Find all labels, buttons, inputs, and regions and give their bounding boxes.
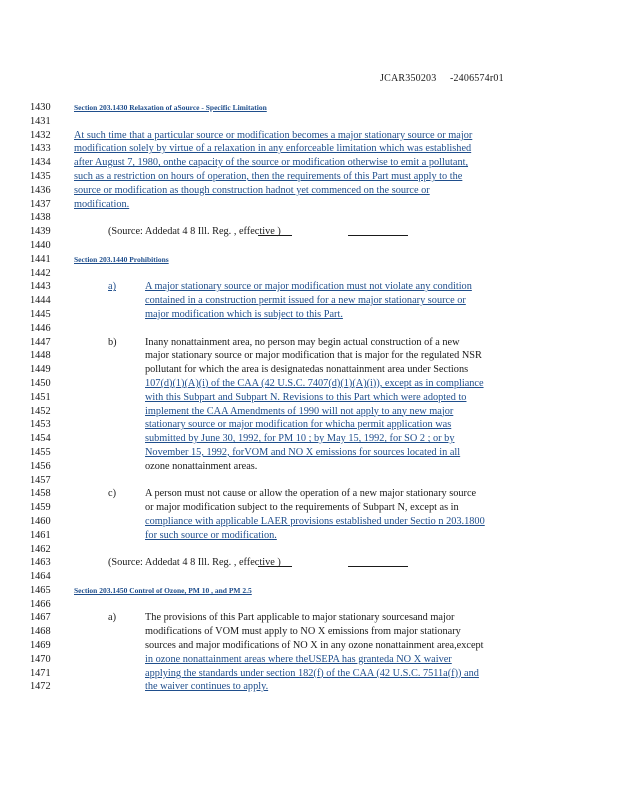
document-line [0,639,618,653]
body-text: sources and major modifications of NO X in any ozone nonattainment area,except [145,640,484,652]
body-text: after August 7, 1980, onthe capacity of the source or modification otherwise to emit a pollutant, [74,157,469,169]
document-line [0,198,618,212]
document-line [0,667,618,681]
body-text: The provisions of this Part applicable to major stationary sourcesand major [145,612,455,624]
line-number: 1431 [30,115,51,127]
line-number: 1456 [30,460,51,472]
line-number: 1454 [30,433,51,445]
subsection-label: c) [108,488,116,500]
reg-blank-line [258,226,292,236]
document-line [0,625,618,639]
line-number: 1462 [30,543,51,555]
body-text: 107(d)(1)(A)(i) of the CAA (42 U.S.C. 7407(d)(1)(A)(i)), except as in compliance [145,377,484,389]
document-line [0,184,618,198]
line-number: 1448 [30,350,51,362]
document-line [0,253,618,267]
document-line [0,239,618,253]
line-number: 1433 [30,143,51,155]
line-number: 1461 [30,529,51,541]
document-line [0,418,618,432]
line-number: 1437 [30,198,51,210]
document-line [0,349,618,363]
body-text: At such time that a particular source or modification becomes a major stationary source or major [74,129,473,141]
document-line [0,474,618,488]
line-number: 1439 [30,226,51,238]
line-number: 1436 [30,184,51,196]
section-heading: Section 203.1450 Control of Ozone, PM 10 , and PM 2.5 [74,585,252,595]
document-line [0,611,618,625]
document-line [0,101,618,115]
document-line [0,280,618,294]
subsection-label: a) [108,281,116,293]
line-number: 1434 [30,157,51,169]
document-line [0,543,618,557]
document-line [0,170,618,184]
body-text: pollutant for which the area is designatedas nonattainment area under Sections [145,364,469,376]
line-number: 1438 [30,212,51,224]
body-text: compliance with applicable LAER provisions established under Sectio n 203.1800 [145,515,485,527]
reg-blank-line [258,557,292,567]
subsection-label: b) [108,336,117,348]
document-line [0,570,618,584]
body-text: Inany nonattainment area, no person may begin actual construction of a new [145,336,460,348]
body-text: contained in a construction permit issued for a new major stationary source or [145,295,466,307]
body-text: stationary source or major modification for whicha permit application was [145,419,452,431]
line-number: 1468 [30,626,51,638]
document-line [0,294,618,308]
body-text: such as a restriction on hours of operation, then the requirements of this Part must apply to the [74,170,463,182]
body-text: the waiver continues to apply. [145,681,269,693]
document-line [0,211,618,225]
line-number: 1442 [30,267,51,279]
body-text: submitted by June 30, 1992, for PM 10 ; by May 15, 1992, for SO 2 ; or by [145,433,455,445]
line-number: 1472 [30,681,51,693]
line-number: 1445 [30,308,51,320]
document-line [0,556,618,570]
body-text: in ozone nonattainment areas where theUSEPA has granteda NO X waiver [145,653,452,665]
line-number: 1451 [30,391,51,403]
line-number: 1471 [30,667,51,679]
document-line [0,115,618,129]
document-line [0,267,618,281]
document-line [0,432,618,446]
body-text: implement the CAA Amendments of 1990 will not apply to any new major [145,405,454,417]
line-number: 1444 [30,295,51,307]
source-note: (Source: Addedat 4 8 Ill. Reg. , effective ) [108,557,281,569]
effective-blank-line [348,226,408,236]
document-body [0,101,618,694]
document-line [0,487,618,501]
line-number: 1453 [30,419,51,431]
body-text: A person must not cause or allow the operation of a new major stationary source [145,488,477,500]
source-note: (Source: Addedat 4 8 Ill. Reg. , effective ) [108,226,281,238]
line-number: 1467 [30,612,51,624]
document-line [0,377,618,391]
document-line [0,391,618,405]
line-number: 1440 [30,239,51,251]
body-text: major stationary source or major modification that is major for the regulated NSR [145,350,482,362]
line-number: 1449 [30,364,51,376]
effective-blank-line [348,557,408,567]
document-line [0,584,618,598]
document-line [0,598,618,612]
document-line [0,446,618,460]
subsection-label: a) [108,612,116,624]
line-number: 1447 [30,336,51,348]
document-line [0,142,618,156]
line-number: 1432 [30,129,51,141]
body-text: source or modification as though construction hadnot yet commenced on the source or [74,184,430,196]
document-line [0,322,618,336]
body-text: applying the standards under section 182(f) of the CAA (42 U.S.C. 7511a(f)) and [145,667,479,679]
document-line [0,515,618,529]
document-line [0,308,618,322]
line-number: 1443 [30,281,51,293]
document-line [0,529,618,543]
document-line [0,156,618,170]
line-number: 1441 [30,253,51,265]
body-text: for such source or modification. [145,529,277,541]
line-number: 1457 [30,474,51,486]
line-number: 1452 [30,405,51,417]
body-text: or major modification subject to the requirements of Subpart N, except as in [145,502,459,514]
line-number: 1435 [30,170,51,182]
line-number: 1455 [30,446,51,458]
document-line [0,501,618,515]
line-number: 1458 [30,488,51,500]
line-number: 1464 [30,571,51,583]
document-id: JCAR350203 -2406574r01 [380,73,504,84]
line-number: 1469 [30,640,51,652]
body-text: modifications of VOM must apply to NO X emissions from major stationary [145,626,461,638]
body-text: with this Subpart and Subpart N. Revisions to this Part which were adopted to [145,391,467,403]
line-number: 1430 [30,102,51,113]
body-text: A major stationary source or major modification must not violate any condition [145,281,472,293]
line-number: 1446 [30,322,51,334]
line-number: 1450 [30,377,51,389]
document-line [0,405,618,419]
document-line [0,680,618,694]
line-number: 1460 [30,515,51,527]
line-number: 1459 [30,502,51,514]
line-number: 1470 [30,653,51,665]
body-text: ozone nonattainment areas. [145,460,258,472]
body-text: major modification which is subject to this Part. [145,308,343,320]
document-line [0,129,618,143]
section-heading: Section 203.1440 Prohibitions [74,254,169,264]
line-number: 1463 [30,557,51,569]
section-heading: Section 203.1430 Relaxation of aSource - Specific Limitation [74,103,267,112]
document-line [0,225,618,239]
document-line [0,460,618,474]
line-number: 1466 [30,598,51,610]
document-line [0,363,618,377]
body-text: modification. [74,198,130,210]
body-text: modification solely by virtue of a relaxation in any enforceable limitation which was established [74,143,472,155]
document-line [0,336,618,350]
document-line [0,653,618,667]
line-number: 1465 [30,584,51,596]
body-text: November 15, 1992, forVOM and NO X emissions for sources located in all [145,446,461,458]
